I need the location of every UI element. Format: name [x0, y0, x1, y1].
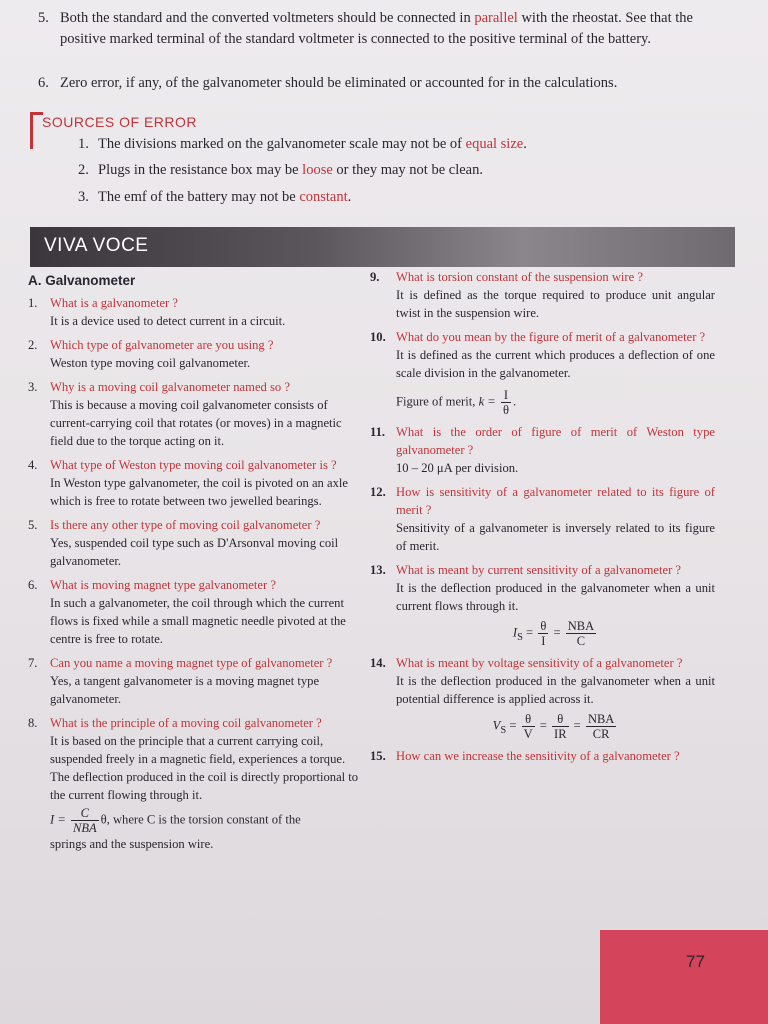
fraction-numerator: NBA [587, 712, 615, 726]
qa-item [370, 483, 715, 555]
source-item [78, 134, 698, 154]
fraction-numerator: NBA [567, 619, 595, 633]
item-number: 3. [78, 189, 89, 205]
left-column [28, 272, 363, 859]
formula-lhs: I = [50, 812, 66, 827]
section-heading: A. Galvanometer [28, 273, 136, 288]
fraction-denominator: NBA [73, 821, 97, 835]
fraction [566, 619, 596, 648]
question-text: What is meant by current sensitivity of a galvanometer ? [396, 563, 682, 577]
question-text: Which type of galvanometer are you using ? [50, 338, 274, 352]
fraction [71, 806, 99, 835]
right-column [370, 268, 715, 771]
question-text: How is sensitivity of a galvanometer related to its figure of merit ? [396, 485, 715, 517]
fraction-denominator: CR [592, 727, 610, 741]
source-item [78, 187, 698, 207]
question-text: What is moving magnet type galvanometer ? [50, 578, 276, 592]
page-number: 77 [686, 952, 705, 971]
page-number-tab [600, 930, 768, 1024]
fraction-numerator: θ [552, 712, 569, 727]
qa-item [370, 747, 715, 765]
current-formula [50, 806, 363, 835]
formula-text: θ, where C is the torsion constant of the [100, 812, 301, 827]
answer-text: It is a device used to detect current in a circuit. [50, 314, 286, 328]
formula-lhs: V [492, 718, 501, 733]
item-text: Zero error, if any, of the galvanometer should be eliminated or accounted for in the calculations. [60, 75, 618, 91]
qa-item [28, 378, 363, 450]
question-text: Is there any other type of moving coil galvanometer ? [50, 518, 321, 532]
qa-item [28, 336, 363, 372]
item-text: with the rheostat. See that the positive marked terminal of the standard voltmeter is connected to the positive terminal of the battery. [60, 10, 693, 47]
answer-text: It is defined as the current which produces a deflection of one scale division in the galvanometer. [396, 348, 715, 380]
voltage-sensitivity-formula: $V_S$ = $\frac{\theta}{V}$ = $\frac{\theta}{IR}$ = $\frac{\text{NBA}}{CR}$ [492, 712, 615, 741]
question-number: 4. [28, 458, 38, 472]
formula-lhs: I [512, 625, 518, 640]
fraction-numerator: C [71, 806, 99, 821]
formula-subscript: S [517, 631, 523, 643]
question-text: What is the order of figure of merit of Weston type galvanometer ? [396, 425, 715, 457]
formula-subscript: S [500, 724, 507, 736]
qa-item [28, 576, 363, 648]
fraction-numerator: θ [540, 619, 547, 633]
question-number: 1. [28, 296, 38, 310]
qa-item [28, 294, 363, 330]
item-text: The emf of the battery may not be [98, 189, 300, 205]
answer-text: Yes, a tangent galvanometer is a moving magnet type galvanometer. [50, 674, 320, 706]
question-number: 11. [370, 425, 386, 439]
answer-text: Sensitivity of a galvanometer is inversely related to its figure of merit. [396, 521, 715, 553]
answer-text: It is based on the principle that a current carrying coil, suspended freely in a magnetic field, experiences a torque. The deflection produced in the coil is directly proportional to the current flowing through it. [50, 734, 359, 802]
answer-text: Yes, suspended coil type such as D'Arsonval moving coil galvanometer. [50, 536, 339, 568]
highlight-text: constant [299, 189, 348, 205]
answer-text: Weston type moving coil galvanometer. [50, 356, 251, 370]
question-text: What is torsion constant of the suspension wire ? [396, 270, 643, 284]
qa-item [370, 654, 715, 741]
qa-item [370, 561, 715, 648]
question-text: What type of Weston type moving coil galvanometer is ? [50, 458, 337, 472]
answer-text: It is the deflection produced in the galvanometer when a unit current flows through it. [396, 581, 715, 613]
qa-item [28, 456, 363, 510]
question-text: Why is a moving coil galvanometer named so ? [50, 380, 290, 394]
qa-item [28, 654, 363, 708]
fraction [501, 388, 511, 417]
answer-text: This is because a moving coil galvanometer consists of current-carrying coil that rotates (or moves) in a magnetic field due to the torque acting on it. [50, 398, 342, 448]
question-number: 10. [370, 330, 386, 344]
fraction-numerator: θ [522, 712, 535, 727]
section-title: SOURCES OF ERROR [42, 114, 198, 130]
question-number: 3. [28, 380, 38, 394]
question-number: 14. [370, 656, 386, 670]
highlight-text: loose [302, 162, 333, 178]
question-number: 7. [28, 656, 38, 670]
question-number: 2. [28, 338, 38, 352]
fraction [586, 712, 616, 741]
viva-voce-banner [30, 227, 735, 267]
question-number: 13. [370, 563, 386, 577]
fraction [522, 712, 535, 741]
question-text: What is a galvanometer ? [50, 296, 178, 310]
formula-lhs: k = [478, 394, 496, 409]
fraction-denominator: I [541, 634, 546, 648]
figure-of-merit-formula: Figure of merit, k = $\frac{I}{\theta}$ . [396, 388, 517, 417]
answer-text: springs and the suspension wire. [50, 837, 214, 851]
answer-text: 10 – 20 μA per division. [396, 461, 519, 475]
question-number: 15. [370, 749, 386, 763]
qa-item [370, 268, 715, 322]
highlight-text: parallel [474, 10, 518, 26]
item-number: 2. [78, 162, 89, 178]
source-item [78, 160, 698, 180]
question-number: 9. [370, 270, 380, 284]
current-sensitivity-formula: $I_S$ = $\frac{\theta}{I}$ = $\frac{\text{NBA}}{C}$ [512, 619, 595, 648]
fraction [538, 619, 548, 648]
question-text: What is the principle of a moving coil galvanometer ? [50, 716, 322, 730]
item-text: Both the standard and the converted voltmeters should be connected in [60, 10, 475, 26]
question-text: What do you mean by the figure of merit of a galvanometer ? [396, 330, 706, 344]
fraction [552, 712, 569, 741]
fraction-denominator: θ [502, 403, 509, 417]
item-number: 5. [38, 10, 49, 26]
item-text: The divisions marked on the galvanometer scale may not be of [98, 136, 466, 152]
question-text: How can we increase the sensitivity of a galvanometer ? [396, 749, 680, 763]
item-number: 6. [38, 75, 49, 91]
fraction-denominator: C [576, 634, 586, 648]
fraction-denominator: IR [554, 727, 567, 741]
precaution-item [38, 73, 710, 94]
precaution-item [38, 8, 710, 50]
question-text: What is meant by voltage sensitivity of a galvanometer ? [396, 656, 683, 670]
item-text: . [523, 136, 527, 152]
item-text: . [347, 189, 352, 205]
question-number: 5. [28, 518, 38, 532]
answer-text: In Weston type galvanometer, the coil is pivoted on an axle which is free to rotate between two jewelled bearings. [50, 476, 348, 508]
item-text: Plugs in the resistance box may be [98, 162, 303, 178]
answer-text: It is defined as the torque required to produce unit angular twist in the suspension wire. [396, 288, 715, 320]
banner-title: VIVA VOCE [44, 235, 149, 256]
question-text: Can you name a moving magnet type of galvanometer ? [50, 656, 333, 670]
answer-text: It is the deflection produced in the galvanometer when a unit potential difference is applied across it. [396, 674, 715, 706]
qa-item [370, 328, 715, 417]
question-number: 6. [28, 578, 38, 592]
item-text: or they may not be clean. [332, 162, 483, 178]
answer-text: In such a galvanometer, the coil through which the current flows is fixed while a small magnetic needle pivoted at the centre is free to rotate. [50, 596, 346, 646]
qa-item [370, 423, 715, 477]
item-number: 1. [78, 136, 89, 152]
question-number: 8. [28, 716, 38, 730]
formula-label: Figure of merit, [396, 394, 476, 409]
qa-item [28, 714, 363, 853]
fraction-denominator: V [523, 727, 533, 741]
highlight-text: equal size [465, 136, 524, 152]
fraction-numerator: I [501, 388, 511, 403]
qa-item [28, 516, 363, 570]
question-number: 12. [370, 485, 386, 499]
